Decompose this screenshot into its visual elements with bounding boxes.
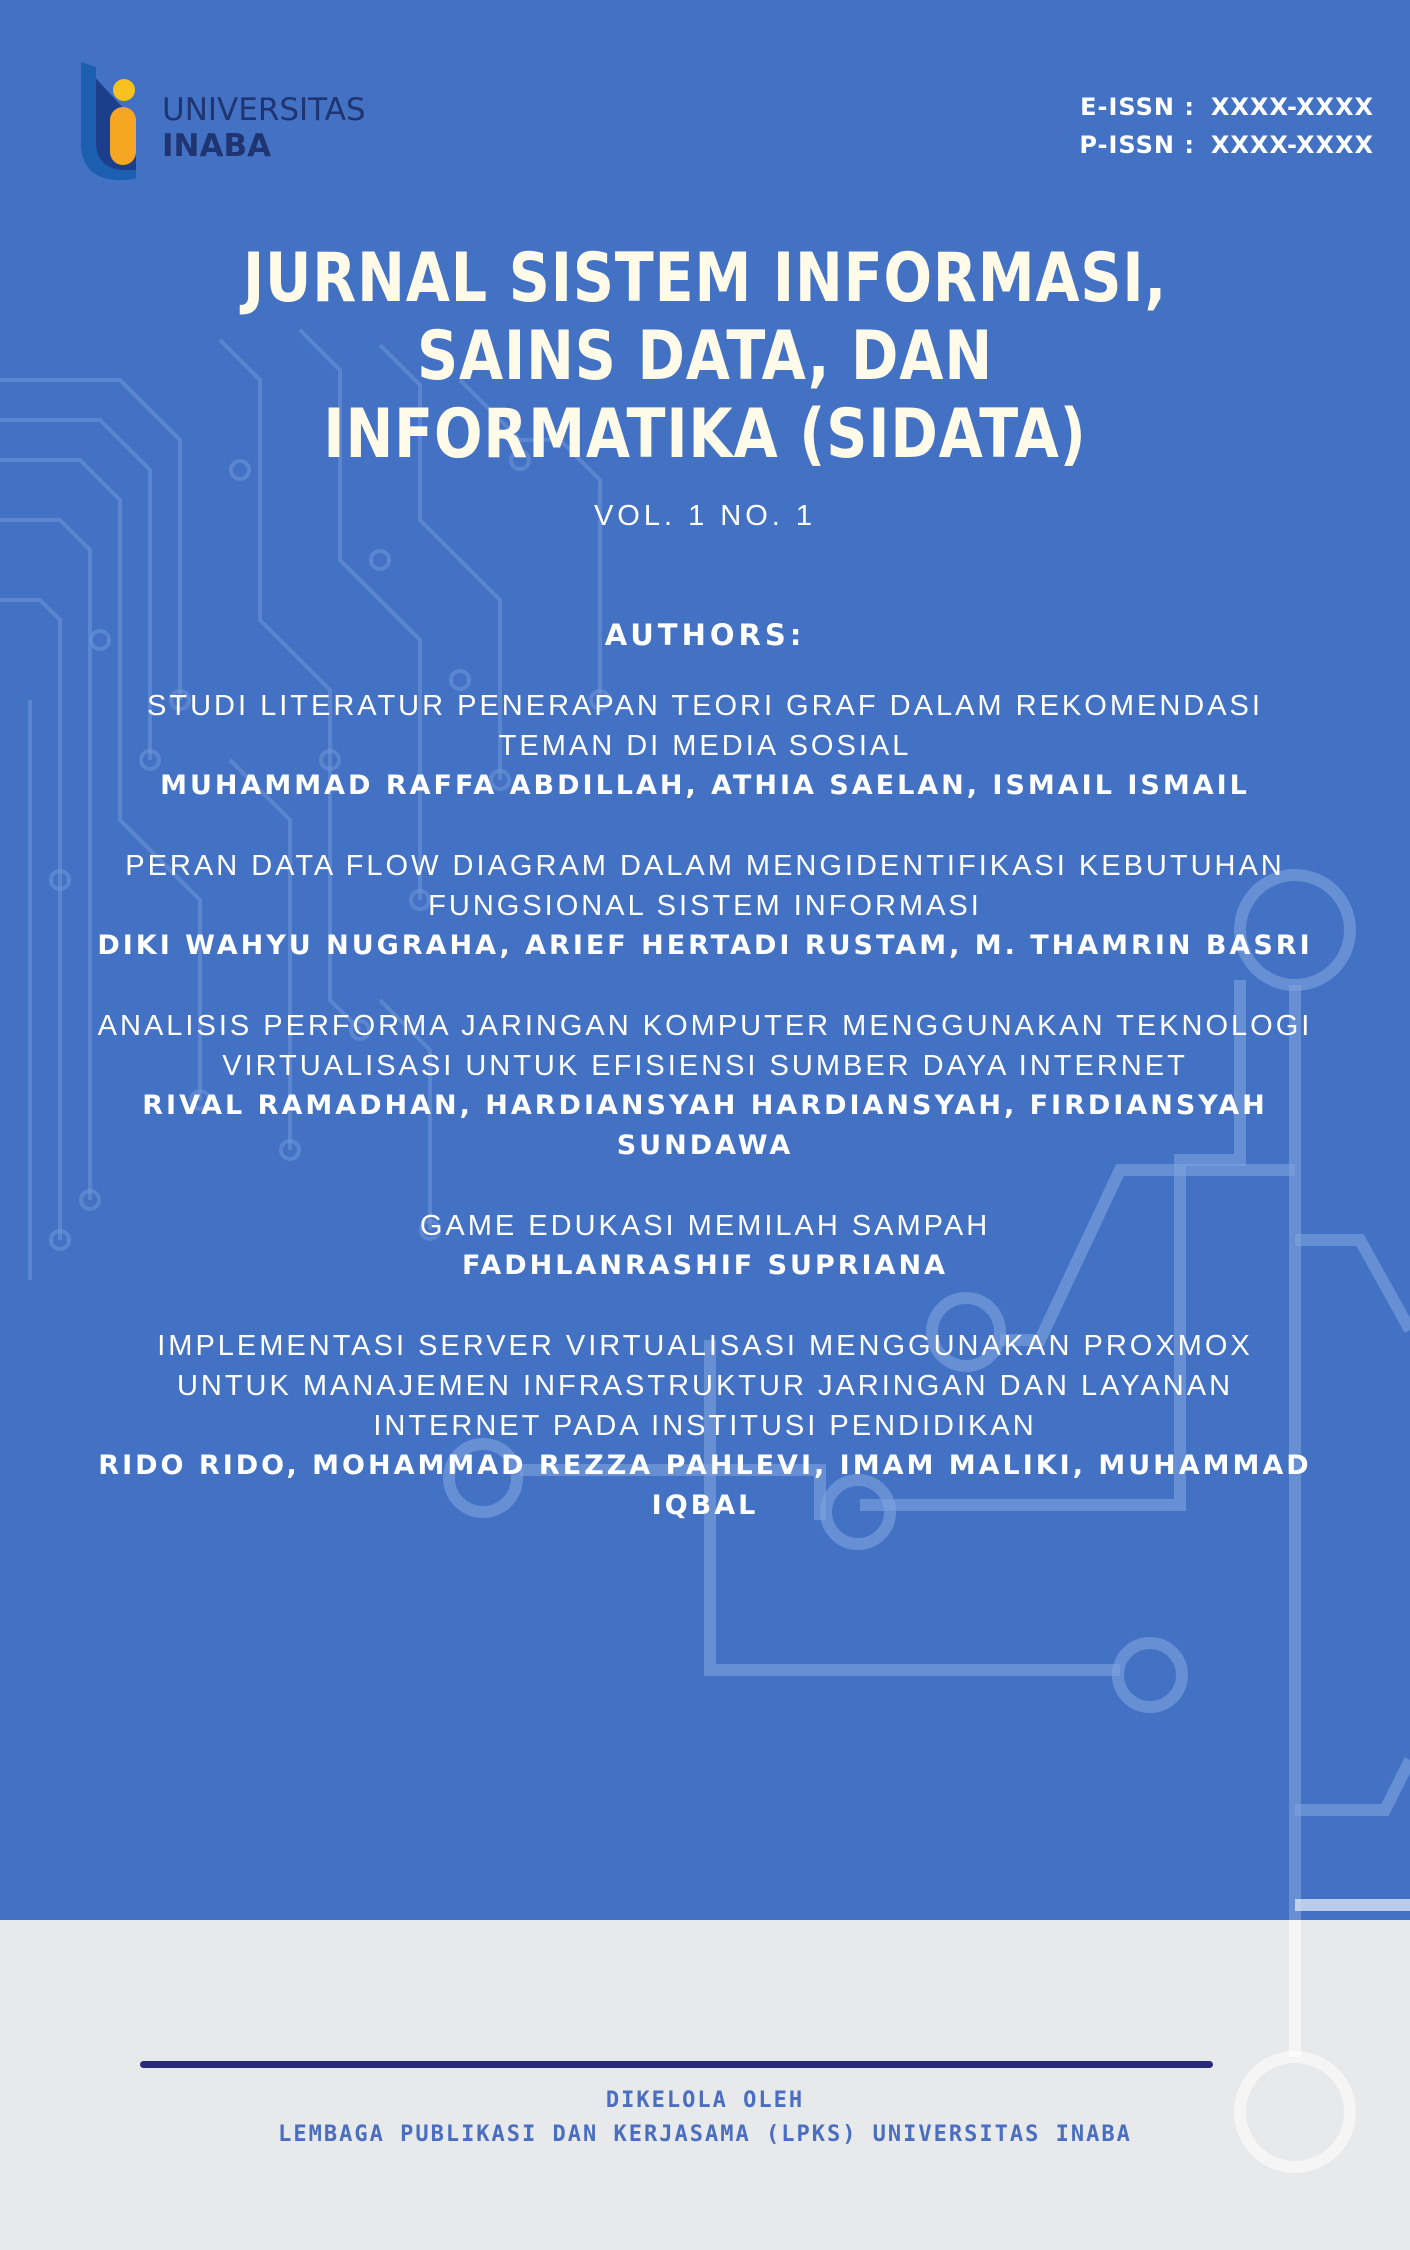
article-authors: RIVAL RAMADHAN, HARDIANSYAH HARDIANSYAH, FIRDIANSYAH SUNDAWA bbox=[142, 1090, 1268, 1161]
managed-by-label: DIKELOLA OLEH bbox=[605, 2088, 805, 2113]
article-item bbox=[95, 686, 1315, 806]
journal-title: JURNAL SISTEM INFORMASI, SAINS DATA, DAN INFORMATIKA (SIDATA) bbox=[242, 239, 1168, 474]
logo-text-universitas: UNIVERSITAS bbox=[162, 92, 366, 128]
article-title: ANALISIS PERFORMA JARINGAN KOMPUTER MENGGUNAKAN TEKNOLOGI VIRTUALISASI UNTUK EFISIENSI SUMBER DAYA INTERNET bbox=[97, 1010, 1313, 1082]
e-issn-row bbox=[1079, 88, 1374, 126]
article-item bbox=[95, 846, 1315, 966]
article-authors: FADHLANRASHIF SUPRIANA bbox=[462, 1250, 948, 1281]
volume-number: VOL. 1 NO. 1 bbox=[593, 500, 817, 532]
article-title: PERAN DATA FLOW DIAGRAM DALAM MENGIDENTIFIKASI KEBUTUHAN FUNGSIONAL SISTEM INFORMASI bbox=[125, 850, 1285, 922]
p-issn-value: XXXX-XXXX bbox=[1210, 131, 1374, 159]
article-item bbox=[95, 1006, 1315, 1166]
managed-by-block bbox=[0, 2084, 1410, 2152]
e-issn-label: E-ISSN : bbox=[1080, 93, 1195, 121]
article-title: IMPLEMENTASI SERVER VIRTUALISASI MENGGUNAKAN PROXMOX UNTUK MANAJEMEN INFRASTRUKTUR JARINGAN DAN LAYANAN INTERNET PADA INSTITUSI PENDIDIKAN bbox=[157, 1330, 1253, 1442]
article-authors: DIKI WAHYU NUGRAHA, ARIEF HERTADI RUSTAM, M. THAMRIN BASRI bbox=[97, 930, 1313, 961]
article-item bbox=[95, 1326, 1315, 1526]
article-authors: MUHAMMAD RAFFA ABDILLAH, ATHIA SAELAN, ISMAIL ISMAIL bbox=[160, 770, 1250, 801]
publisher-name: LEMBAGA PUBLIKASI DAN KERJASAMA (LPKS) UNIVERSITAS INABA bbox=[278, 2122, 1132, 2147]
issn-block bbox=[1079, 88, 1374, 164]
inaba-logo-icon bbox=[76, 62, 154, 182]
logo-text-inaba: INABA bbox=[162, 128, 272, 164]
article-title: GAME EDUKASI MEMILAH SAMPAH bbox=[419, 1210, 991, 1242]
e-issn-value: XXXX-XXXX bbox=[1210, 93, 1374, 121]
university-logo bbox=[76, 62, 396, 186]
p-issn-row bbox=[1079, 126, 1374, 164]
article-item bbox=[95, 1206, 1315, 1286]
p-issn-label: P-ISSN : bbox=[1079, 131, 1195, 159]
article-title: STUDI LITERATUR PENERAPAN TEORI GRAF DALAM REKOMENDASI TEMAN DI MEDIA SOSIAL bbox=[147, 690, 1263, 762]
article-authors: RIDO RIDO, MOHAMMAD REZZA PAHLEVI, IMAM MALIKI, MUHAMMAD IQBAL bbox=[98, 1450, 1312, 1521]
article-list bbox=[95, 686, 1315, 1566]
footer-divider bbox=[140, 2061, 1213, 2068]
authors-heading: AUTHORS: bbox=[604, 618, 806, 652]
